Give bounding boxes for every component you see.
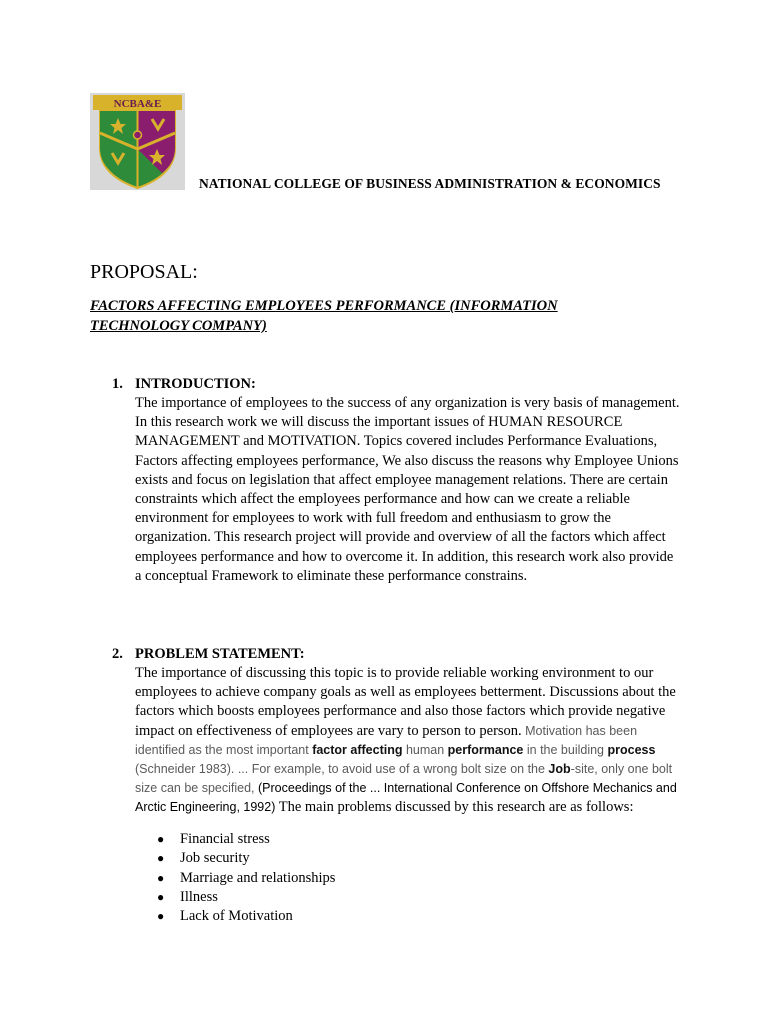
list-item xyxy=(135,849,335,868)
list-item-text: Financial stress xyxy=(180,831,270,847)
body-intro: The importance of discussing this topic is to provide reliable working environment to our employees to achieve company goals as well as employees betterment. Discussions about the factors which boosts employees performance and also those factors which provide negative impact on effectiveness of employees are vary to person to person. xyxy=(135,665,676,739)
body-outro: The main problems discussed by this research are as follows: xyxy=(275,799,634,816)
list-item xyxy=(135,888,335,907)
proposal-label: PROPOSAL: xyxy=(90,261,198,283)
quote-part: (Schneider 1983). ... For example, to avoid use of a wrong bolt size on the xyxy=(135,762,549,777)
quote-bold: process xyxy=(607,742,656,757)
quote-citation: (Proceedings of the ... International Conference on Offshore Mechanics and Arctic Engineering, 1992) xyxy=(135,781,677,815)
problem-list xyxy=(135,830,335,926)
quote-bold: factor affecting xyxy=(312,742,403,757)
list-item xyxy=(135,907,335,926)
quote-part: -site, only one bolt size can be specified, xyxy=(135,762,673,796)
college-name: NATIONAL COLLEGE OF BUSINESS ADMINISTRATION & ECONOMICS xyxy=(199,176,661,191)
bullet-icon: ● xyxy=(157,889,165,904)
list-item-text: Marriage and relationships xyxy=(180,869,336,886)
section-number: 2. xyxy=(112,646,123,662)
section-heading: PROBLEM STATEMENT: xyxy=(135,646,305,662)
section-body xyxy=(135,664,683,818)
section-number: 1. xyxy=(112,376,123,392)
list-item-text: Job security xyxy=(180,850,250,867)
section-body: The importance of employees to the success of any organization is very basis of management. In this research work we will discuss the important issues of HUMAN RESOURCE MANAGEMENT and MOTIVATION. Topics covered includes Performance Evaluations, Factors affecting employees performance, We also discuss the reasons why Employee Unions exists and focus on legislation that affect employee management relations. There are certain constraints which affect the employees performance and how can we create a reliable environment for employees to work with full freedom and enthusiasm to grow the organization. This research project will provide and overview of all the factors which affect employees performance and how to overcome it. In addition, this research work also provide a conceptual Framework to eliminate these performance constrains. xyxy=(135,395,680,584)
quote-bold: performance xyxy=(447,742,524,757)
list-item-text: Illness xyxy=(180,888,218,905)
bullet-icon: ● xyxy=(157,909,165,924)
list-item xyxy=(135,830,335,849)
quote-part: in the building xyxy=(523,742,608,757)
college-logo xyxy=(90,93,185,190)
logo-text: NCBA&E xyxy=(113,98,162,110)
bullet-icon: ● xyxy=(157,870,165,885)
proposal-title: FACTORS AFFECTING EMPLOYEES PERFORMANCE (INFORMATION TECHNOLOGY COMPANY) xyxy=(90,298,558,334)
quote-bold: Job xyxy=(548,762,571,777)
section-heading: INTRODUCTION: xyxy=(135,376,256,392)
bullet-icon: ● xyxy=(157,851,165,866)
quote-part: Motivation has been identified as the most important xyxy=(135,723,638,757)
bullet-icon: ● xyxy=(157,832,165,846)
quote-part: human xyxy=(402,742,448,757)
list-item xyxy=(135,869,335,888)
list-item-text: Lack of Motivation xyxy=(180,908,293,925)
